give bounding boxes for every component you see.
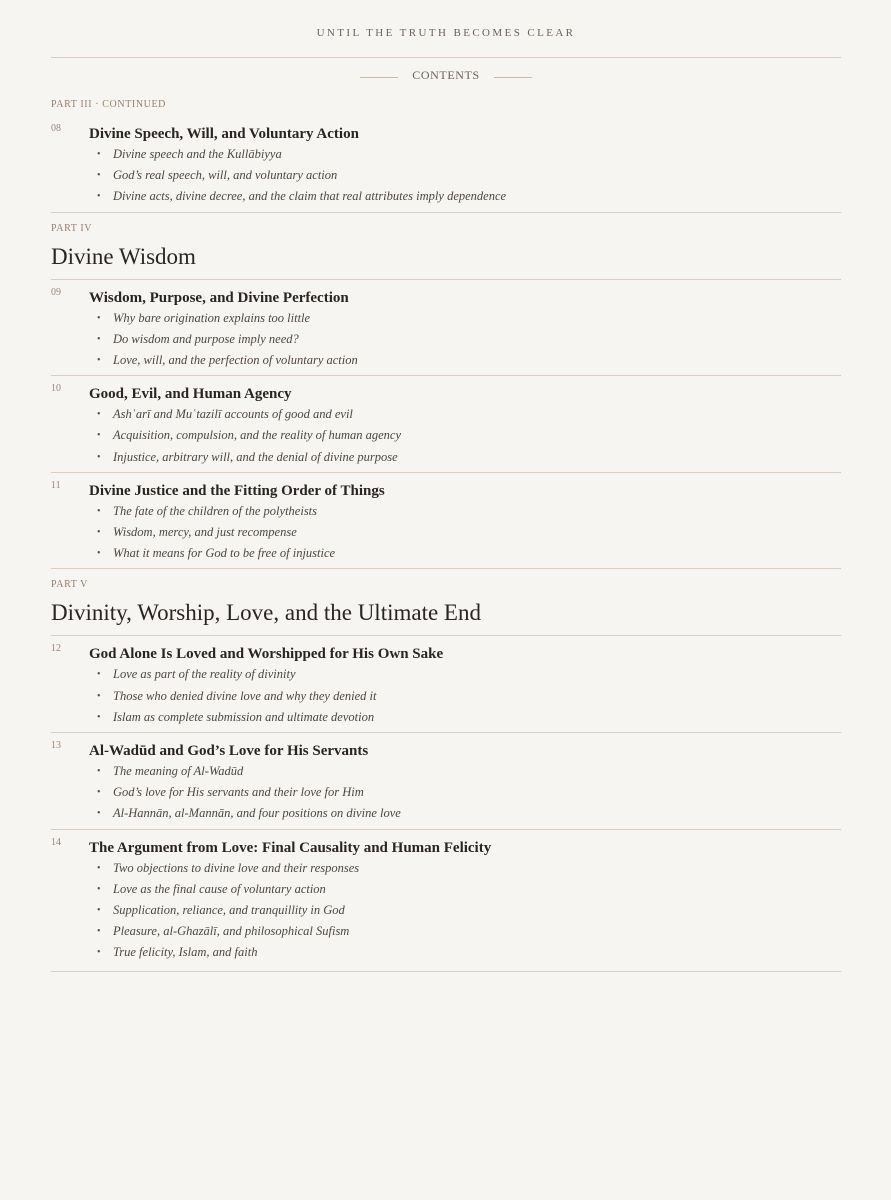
- bullet-icon: •: [97, 430, 101, 442]
- chapter-title[interactable]: Wisdom, Purpose, and Divine Perfection: [89, 289, 349, 306]
- section-list: [97, 858, 841, 964]
- section-item[interactable]: • Two objections to divine love and their responses: [97, 858, 841, 879]
- chapter-number: 08: [51, 123, 61, 134]
- section-item[interactable]: • Supplication, reliance, and tranquillity in God: [97, 900, 841, 921]
- bullet-icon: •: [97, 669, 101, 681]
- section-item[interactable]: • Those who denied divine love and why they denied it: [97, 686, 841, 707]
- section-item[interactable]: • Islam as complete submission and ultimate devotion: [97, 707, 841, 728]
- chapter-number: 10: [51, 383, 61, 395]
- bullet-icon: •: [97, 191, 101, 203]
- section-item[interactable]: • Do wisdom and purpose imply need?: [97, 329, 841, 350]
- section-divider: [51, 472, 841, 473]
- bullet-icon: •: [97, 808, 101, 820]
- chapter-title[interactable]: Divine Speech, Will, and Voluntary Action: [89, 126, 359, 142]
- bullet-icon: •: [97, 766, 101, 778]
- chapter-09[interactable]: [51, 288, 841, 372]
- section-item[interactable]: • Love as part of the reality of divinity: [97, 664, 841, 685]
- book-title: UNTIL THE TRUTH BECOMES CLEAR: [316, 27, 576, 39]
- section-item[interactable]: • Al-Hannān, al-Mannān, and four positions on divine love: [97, 803, 841, 824]
- bullet-icon: •: [97, 333, 101, 345]
- section-item[interactable]: • Divine acts, divine decree, and the claim that real attributes imply dependence: [97, 186, 841, 207]
- bullet-icon: •: [97, 409, 101, 421]
- bullet-icon: •: [97, 312, 101, 324]
- chapter-title[interactable]: The Argument from Love: Final Causality and Human Felicity: [89, 839, 492, 856]
- bullet-icon: •: [97, 527, 101, 539]
- section-item[interactable]: • True felicity, Islam, and faith: [97, 942, 841, 963]
- bullet-icon: •: [97, 170, 101, 182]
- section-divider: [51, 732, 841, 733]
- chapter-number: 13: [51, 740, 61, 752]
- section-item[interactable]: • What it means for God to be free of injustice: [97, 543, 841, 564]
- header-divider: [51, 57, 841, 58]
- bullet-icon: •: [97, 883, 101, 895]
- section-list: [97, 664, 841, 728]
- bullet-icon: •: [97, 690, 101, 702]
- part-v-title: Divinity, Worship, Love, and the Ultimate End: [51, 600, 481, 626]
- contents-label: CONTENTS: [412, 67, 480, 82]
- section-item[interactable]: • God’s real speech, will, and voluntary action: [97, 165, 841, 186]
- bullet-icon: •: [97, 451, 101, 463]
- bullet-icon: •: [97, 787, 101, 799]
- section-item[interactable]: • Injustice, arbitrary will, and the denial of divine purpose: [97, 447, 841, 468]
- section-divider: [51, 635, 841, 636]
- chapter-11[interactable]: [51, 481, 841, 565]
- section-item[interactable]: • The meaning of Al-Wadūd: [97, 761, 841, 782]
- part-iii-label: PART III · CONTINUED: [51, 99, 167, 110]
- section-divider: [51, 829, 841, 830]
- chapter-12[interactable]: [51, 644, 841, 728]
- chapter-title[interactable]: God Alone Is Loved and Worshipped for His Own Sake: [89, 646, 444, 663]
- chapter-14[interactable]: [51, 838, 841, 964]
- bullet-icon: •: [97, 355, 101, 367]
- bullet-icon: •: [97, 711, 101, 723]
- toc-page: [51, 0, 841, 972]
- bullet-icon: •: [97, 862, 101, 874]
- section-divider: [51, 375, 841, 376]
- section-item[interactable]: • Love, will, and the perfection of voluntary action: [97, 350, 841, 371]
- chapter-10[interactable]: [51, 384, 841, 468]
- contents-rule-right: [494, 77, 532, 78]
- chapter-number: 12: [51, 643, 61, 655]
- section-item[interactable]: • The fate of the children of the polytheists: [97, 501, 841, 522]
- section-list: [97, 404, 841, 468]
- section-item[interactable]: • Acquisition, compulsion, and the reality of human agency: [97, 425, 841, 446]
- section-divider: [51, 971, 841, 972]
- section-item[interactable]: • God’s love for His servants and their love for Him: [97, 782, 841, 803]
- section-list: [97, 501, 841, 565]
- chapter-title[interactable]: Divine Justice and the Fitting Order of Things: [89, 482, 385, 499]
- bullet-icon: •: [97, 548, 101, 560]
- bullet-icon: •: [97, 505, 101, 517]
- chapter-13[interactable]: [51, 741, 841, 825]
- chapter-08[interactable]: [51, 124, 841, 208]
- bullet-icon: •: [97, 905, 101, 917]
- section-item[interactable]: • Wisdom, mercy, and just recompense: [97, 522, 841, 543]
- contents-heading: [51, 66, 841, 84]
- bullet-icon: •: [97, 149, 101, 160]
- bullet-icon: •: [97, 926, 101, 938]
- part-iv-label: PART IV: [51, 222, 93, 234]
- section-divider: [51, 279, 841, 280]
- section-divider: [51, 568, 841, 569]
- section-item[interactable]: • Why bare origination explains too little: [97, 308, 841, 329]
- section-item[interactable]: • Ashʿarī and Muʿtazilī accounts of good and evil: [97, 404, 841, 425]
- section-item[interactable]: • Divine speech and the Kullābiyya: [97, 144, 841, 165]
- chapter-number: 09: [51, 286, 61, 298]
- section-item[interactable]: • Love as the final cause of voluntary action: [97, 879, 841, 900]
- chapter-number: 14: [51, 836, 61, 848]
- chapter-title[interactable]: Good, Evil, and Human Agency: [89, 386, 292, 403]
- section-list: [97, 144, 841, 208]
- bullet-icon: •: [97, 947, 101, 959]
- part-iv-title: Divine Wisdom: [51, 243, 196, 269]
- contents-rule-left: [360, 77, 398, 78]
- section-list: [97, 308, 841, 372]
- part-v-label: PART V: [51, 579, 89, 591]
- section-item[interactable]: • Pleasure, al-Ghazālī, and philosophical Sufism: [97, 921, 841, 942]
- chapter-title[interactable]: Al-Wadūd and God’s Love for His Servants: [89, 743, 369, 760]
- chapter-number: 11: [51, 479, 61, 491]
- section-list: [97, 761, 841, 825]
- section-divider: [51, 212, 841, 213]
